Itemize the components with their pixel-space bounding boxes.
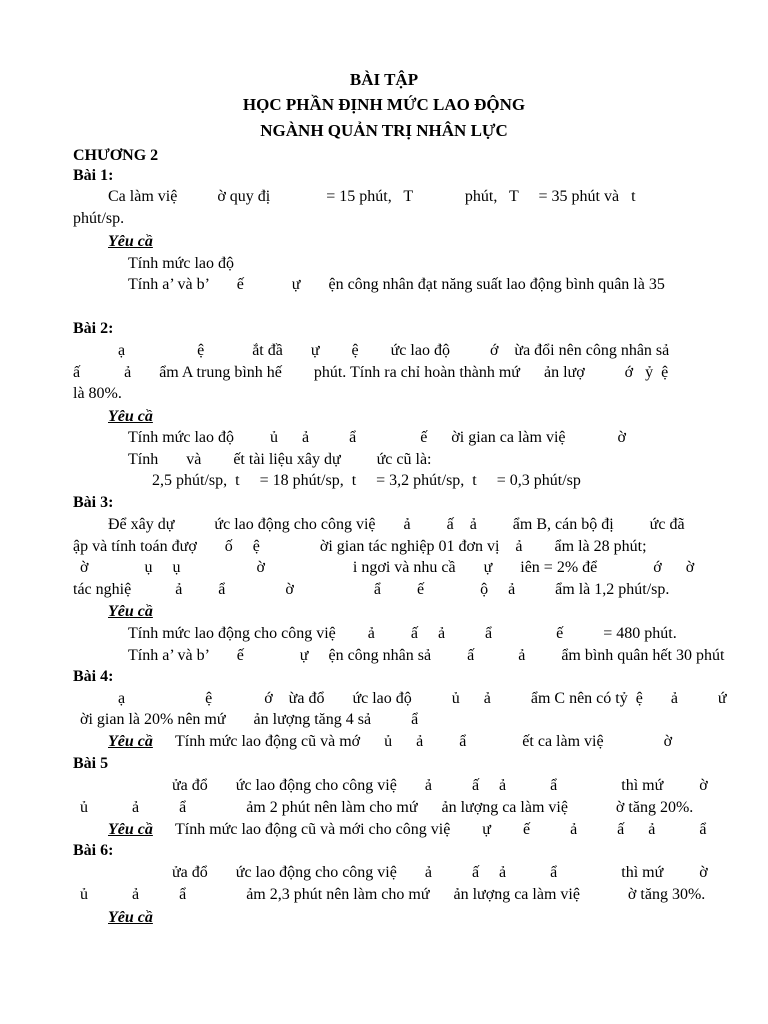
chapter-heading: CHƯƠNG 2 bbox=[73, 147, 159, 164]
requirement-item: Tính mức lao độ bbox=[128, 255, 234, 272]
exercise-6-title: Bài 6: bbox=[73, 842, 114, 859]
exercise-3-title: Bài 3: bbox=[73, 494, 114, 511]
requirement-item: Tính và ết tài liệu xây dự ức cũ là: bbox=[128, 451, 432, 468]
requirement-item: Tính mức lao độ ủ ả ẩ ế ời gian ca làm việ ờ bbox=[128, 429, 626, 446]
exercise-3-text: Để xây dự ức lao động cho công việ ả ấ ả ẩm B, cán bộ đị ức đã bbox=[108, 516, 685, 533]
exercise-5-text: ủ ả ẩ ảm 2 phút nên làm cho mứ ản lượng ca làm việ ờ tăng 20%. bbox=[80, 799, 694, 816]
exercise-1-text: Ca làm việ ờ quy đị = 15 phút, T phút, T = 35 phút và t bbox=[108, 188, 636, 205]
exercise-4-title: Bài 4: bbox=[73, 668, 114, 685]
requirement-item: Tính mức lao động cũ và mới cho công việ ự ế ả ấ ả ẩ bbox=[175, 821, 707, 838]
exercise-3-text: tác nghiệ ả ẩ ờ ẩ ế ộ ả ẩm là 1,2 phút/sp. bbox=[73, 581, 670, 598]
exercise-3-text: ờ ụ ụ ờ i ngơi và nhu cầ ự iên = 2% để ớ ờ bbox=[80, 559, 695, 576]
exercise-5-title: Bài 5 bbox=[73, 755, 109, 772]
requirement-item: 2,5 phút/sp, t = 18 phút/sp, t = 3,2 phút/sp, t = 0,3 phút/sp bbox=[152, 472, 581, 489]
exercise-1-text: phút/sp. bbox=[73, 210, 125, 227]
exercise-4-text: ời gian là 20% nên mứ ản lượng tăng 4 sả ẩ bbox=[80, 711, 419, 728]
requirement-item: Tính mức lao động cho công việ ả ấ ả ẩ ế = 480 phút. bbox=[128, 625, 677, 642]
major-title: NGÀNH QUẢN TRỊ NHÂN LỰC bbox=[260, 121, 508, 140]
requirement-label: Yêu cầ bbox=[108, 408, 153, 425]
exercise-6-text: ửa đổ ức lao động cho công việ ả ấ ả ẩ thì mứ ờ bbox=[172, 864, 708, 881]
exercise-3-text: ập và tính toán đượ ố ệ ời gian tác nghiệp 01 đơn vị ả ẩm là 28 phút; bbox=[73, 538, 647, 555]
exercise-2-title: Bài 2: bbox=[73, 320, 114, 337]
requirement-item: Tính a’ và b’ ế ự ện công nhân đạt năng suất lao động bình quân là 35 bbox=[128, 276, 665, 293]
exercise-2-text: là 80%. bbox=[73, 385, 122, 402]
exercise-2-text: ạ ệ ắt đầ ự ệ ức lao độ ớ ừa đổi nên công nhân sả bbox=[118, 342, 670, 359]
exercise-5-text: ửa đổ ức lao động cho công việ ả ấ ả ẩ thì mứ ờ bbox=[172, 777, 708, 794]
exercise-6-text: ủ ả ẩ ảm 2,3 phút nên làm cho mứ ản lượng ca làm việ ờ tăng 30%. bbox=[80, 886, 706, 903]
requirement-label: Yêu cầ bbox=[108, 603, 153, 620]
requirement-item: Tính a’ và b’ ế ự ện công nhân sả ấ ả ẩm bình quân hết 30 phút bbox=[128, 647, 725, 664]
exercise-4-text: ạ ệ ớ ừa đổ ức lao độ ủ ả ẩm C nên có tỷ ệ ả ứ bbox=[118, 690, 727, 707]
course-title: HỌC PHẦN ĐỊNH MỨC LAO ĐỘNG bbox=[242, 95, 526, 114]
requirement-item: Tính mức lao động cũ và mớ ủ ả ẩ ết ca làm việ ờ bbox=[175, 733, 673, 750]
requirement-label: Yêu cầ bbox=[108, 909, 153, 926]
requirement-label: Yêu cầ bbox=[108, 233, 153, 250]
exercise-2-text: ấ ả ẩm A trung bình hế phút. Tính ra chỉ hoàn thành mứ ản lượ ớ ỷ ệ bbox=[73, 364, 669, 381]
requirement-label: Yêu cầ bbox=[108, 821, 153, 838]
exercise-1-title: Bài 1: bbox=[73, 167, 114, 184]
requirement-label: Yêu cầ bbox=[108, 733, 153, 750]
doc-title: BÀI TẬP bbox=[349, 70, 419, 89]
